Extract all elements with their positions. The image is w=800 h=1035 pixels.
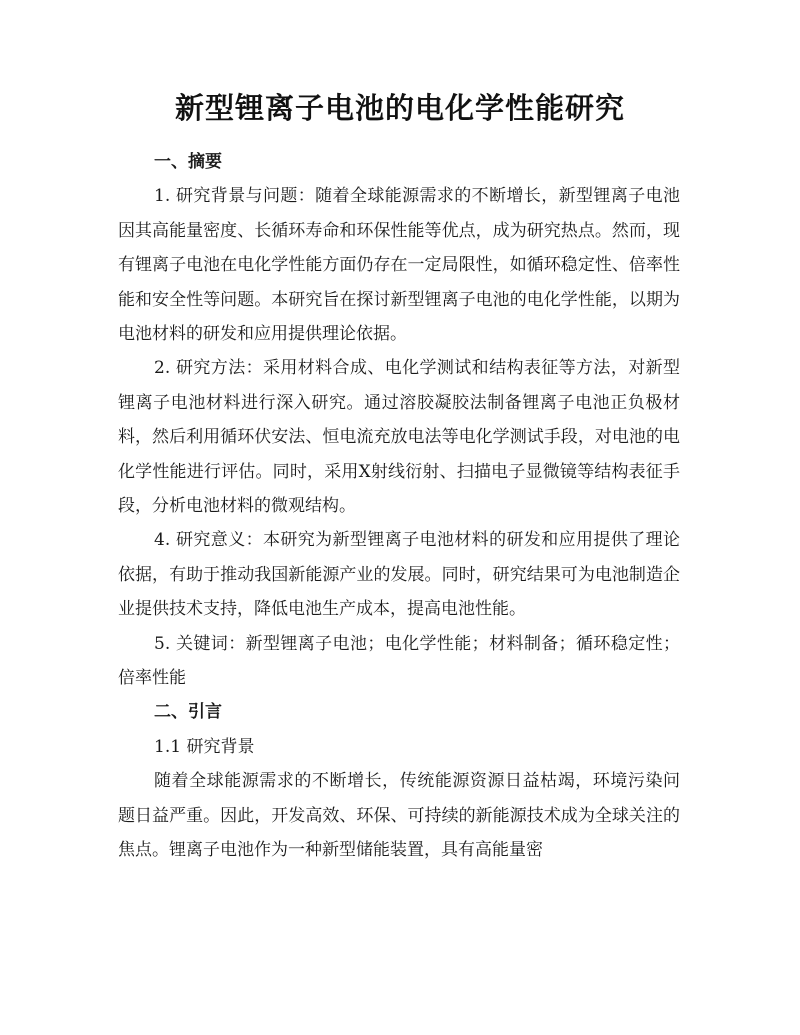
subsection-heading-background: 1.1 研究背景 xyxy=(154,736,255,757)
document-body xyxy=(118,145,680,867)
abstract-item-methods: 2. 研究方法：采用材料合成、电化学测试和结构表征等方法，对新型锂离子电池材料进行深入研究。通过溶胶凝胶法制备锂离子电池正负极材料，然后利用循环伏安法、恒电流充放电法等电化学测试手段，对电池的电化学性能进行评估。同时，采用X射线衍射、扫描电子显微镜等结构表征手段，分析电池材料的微观结构。 xyxy=(118,358,680,517)
abstract-item-significance: 4. 研究意义：本研究为新型锂离子电池材料的研发和应用提供了理论依据，有助于推动我国新能源产业的发展。同时，研究结果可为电池制造企业提供技术支持，降低电池生产成本，提高电池性能。 xyxy=(118,530,680,620)
intro-paragraph: 随着全球能源需求的不断增长，传统能源资源日益枯竭，环境污染问题日益严重。因此，开发高效、环保、可持续的新能源技术成为全球关注的焦点。锂离子电池作为一种新型储能装置，具有高能量密 xyxy=(118,771,680,861)
abstract-item-background: 1. 研究背景与问题：随着全球能源需求的不断增长，新型锂离子电池因其高能量密度、长循环寿命和环保性能等优点，成为研究热点。然而，现有锂离子电池在电化学性能方面仍存在一定局限性，如循环稳定性、倍率性能和安全性等问题。本研究旨在探讨新型锂离子电池的电化学性能，以期为电池材料的研发和应用提供理论依据。 xyxy=(118,186,680,345)
section-heading-introduction: 二、引言 xyxy=(154,702,222,723)
section-heading-abstract: 一、摘要 xyxy=(154,152,222,172)
document-title: 新型锂离子电池的电化学性能研究 xyxy=(174,91,625,125)
abstract-item-keywords: 5. 关键词：新型锂离子电池；电化学性能；材料制备；循环稳定性；倍率性能 xyxy=(118,633,680,689)
